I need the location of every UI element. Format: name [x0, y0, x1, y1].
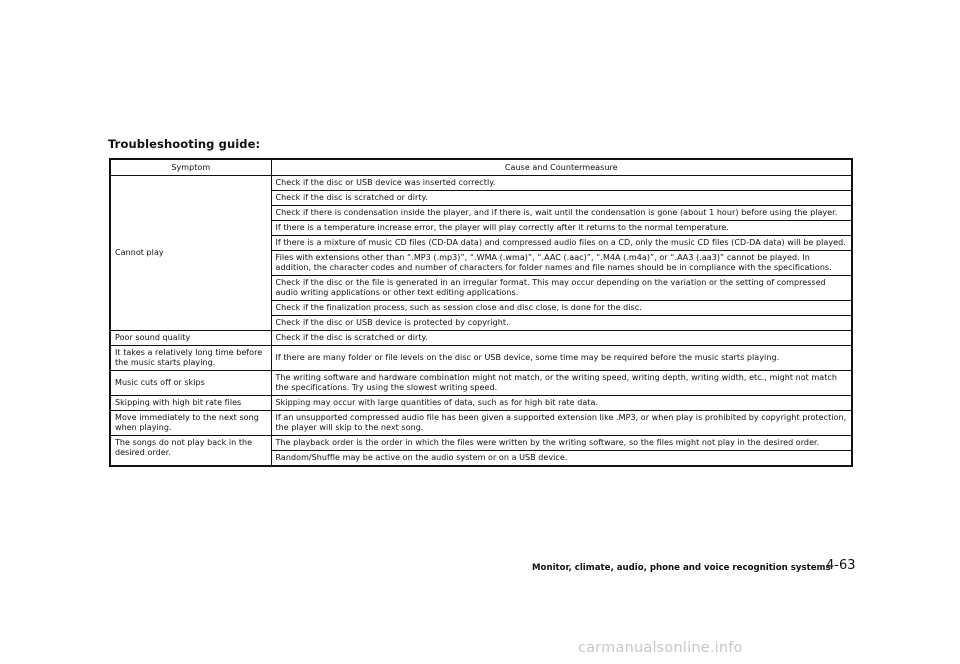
symptom-cell: Skipping with high bit rate files	[110, 396, 271, 411]
cause-cell: Skipping may occur with large quantities of data, such as for high bit rate data.	[271, 396, 852, 411]
table-row	[110, 436, 852, 451]
column-header-cause: Cause and Countermeasure	[271, 159, 852, 176]
table-row	[110, 331, 852, 346]
column-header-symptom: Symptom	[110, 159, 271, 176]
watermark: carmanualsonline.info	[578, 640, 743, 656]
cause-cell: The playback order is the order in which the files were written by the writing software, so the files might not play in the desired order.	[271, 436, 852, 451]
symptom-cell: Poor sound quality	[110, 331, 271, 346]
cause-cell: If there are many folder or file levels on the disc or USB device, some time may be required before the music starts playing.	[271, 346, 852, 371]
symptom-cell: Move immediately to the next song when playing.	[110, 411, 271, 436]
table-body	[110, 176, 852, 467]
cause-cell: If there is a mixture of music CD files (CD-DA data) and compressed audio files on a CD, only the music CD files (CD-DA data) will be played.	[271, 236, 852, 251]
page-number: 4-63	[826, 558, 856, 573]
symptom-cell: Cannot play	[110, 176, 271, 331]
symptom-cell: Music cuts off or skips	[110, 371, 271, 396]
cause-cell: Check if the finalization process, such as session close and disc close, is done for the disc.	[271, 301, 852, 316]
cause-cell: Check if the disc or USB device is protected by copyright.	[271, 316, 852, 331]
symptom-cell: It takes a relatively long time before the music starts playing.	[110, 346, 271, 371]
cause-cell: If an unsupported compressed audio file has been given a supported extension like .MP3, or when play is prohibited by copyright protection, the player will skip to the next song.	[271, 411, 852, 436]
troubleshooting-table	[109, 158, 853, 467]
cause-cell: Check if there is condensation inside the player, and if there is, wait until the condensation is gone (about 1 hour) before using the player.	[271, 206, 852, 221]
cause-cell: Check if the disc or USB device was inserted correctly.	[271, 176, 852, 191]
cause-cell: Check if the disc is scratched or dirty.	[271, 331, 852, 346]
table-row	[110, 371, 852, 396]
cause-cell: Files with extensions other than “.MP3 (.mp3)”, “.WMA (.wma)”, “.AAC (.aac)”, “.M4A (.m4a)”, or “.AA3 (.aa3)” cannot be played. In addition, the character codes and number of characters for folder names and file names should be in compliance with the specifications.	[271, 251, 852, 276]
cause-cell: If there is a temperature increase error, the player will play correctly after it returns to the normal temperature.	[271, 221, 852, 236]
footer-section-title: Monitor, climate, audio, phone and voice recognition systems	[532, 563, 831, 573]
cause-cell: Check if the disc or the file is generated in an irregular format. This may occur depending on the variation or the setting of compressed audio writing applications or other text editing applications.	[271, 276, 852, 301]
page-title: Troubleshooting guide:	[108, 137, 261, 151]
symptom-cell: The songs do not play back in the desired order.	[110, 436, 271, 467]
cause-cell: Random/Shuffle may be active on the audio system or on a USB device.	[271, 451, 852, 467]
cause-cell: Check if the disc is scratched or dirty.	[271, 191, 852, 206]
table-row	[110, 411, 852, 436]
table-row	[110, 346, 852, 371]
cause-cell: The writing software and hardware combination might not match, or the writing speed, writing depth, writing width, etc., might not match the specifications. Try using the slowest writing speed.	[271, 371, 852, 396]
table-row	[110, 176, 852, 191]
table-row	[110, 396, 852, 411]
table-header-row	[110, 159, 852, 176]
